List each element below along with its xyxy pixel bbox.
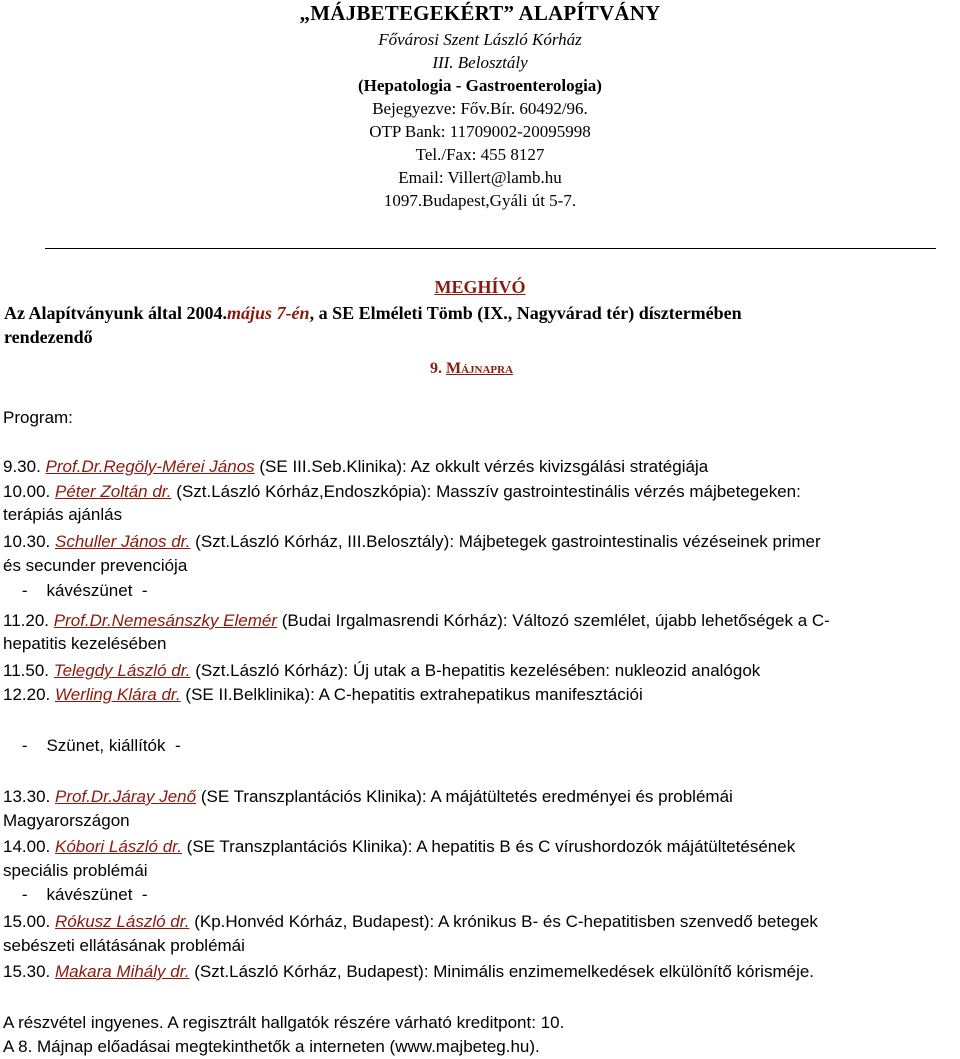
department-name: III. Belosztály bbox=[432, 53, 528, 72]
program-item-cont: speciális problémái bbox=[3, 861, 148, 880]
coffee-break: - kávészünet - bbox=[3, 885, 148, 904]
program-item-cont: és secunder prevenciója bbox=[3, 556, 188, 575]
program-item: 12.20. Werling Klára dr. (SE II.Belklinika): A C-hepatitis extrahepatikus manifesztációi bbox=[3, 685, 643, 704]
online-note: A 8. Májnap előadásai megtekinthetők a interneten (www.majbeteg.hu). bbox=[3, 1037, 540, 1056]
registration: Bejegyezve: Főv.Bír. 60492/96. bbox=[372, 99, 588, 118]
program-item: 10.00. Péter Zoltán dr. (Szt.László Kórház,Endoszkópia): Masszív gastrointestinális vérzés májbetegeken: bbox=[3, 482, 801, 501]
coffee-break: - kávészünet - bbox=[3, 581, 148, 600]
header-divider bbox=[45, 248, 936, 249]
program-item: 10.30. Schuller János dr. (Szt.László Kórház, III.Belosztály): Májbetegek gastrointestinalis vézéseinek primer bbox=[3, 532, 821, 551]
program-item-cont: sebészeti ellátásának problémái bbox=[3, 936, 245, 955]
foundation-name: „MÁJBETEGEKÉRT” ALAPÍTVÁNY bbox=[299, 1, 661, 25]
invitation-intro: Az Alapítványunk által 2004.május 7-én, a SE Elméleti Tömb (IX., Nagyvárad tér) dísztermében bbox=[4, 303, 742, 323]
program-item-cont: terápiás ajánlás bbox=[3, 505, 123, 524]
invitation-title: MEGHÍVÓ bbox=[434, 277, 526, 297]
invitation-intro-cont: rendezendő bbox=[4, 327, 93, 347]
program-item: 9.30. Prof.Dr.Regöly-Mérei János (SE III.Seb.Klinika): Az okkult vérzés kivizsgálási stratégiája bbox=[3, 457, 709, 476]
program-item: 11.50. Telegdy László dr. (Szt.László Kórház): Új utak a B-hepatitis kezelésében: nukleozid analógok bbox=[3, 661, 761, 680]
event-name: 9. Májnapra bbox=[430, 360, 514, 377]
bank-account: OTP Bank: 11709002-20095998 bbox=[369, 122, 591, 141]
phone-fax: Tel./Fax: 455 8127 bbox=[415, 145, 545, 164]
program-item-cont: hepatitis kezelésében bbox=[3, 634, 167, 653]
program-item-cont: Magyarországon bbox=[3, 811, 130, 830]
program-label: Program: bbox=[3, 408, 73, 427]
address: 1097.Budapest,Gyáli út 5-7. bbox=[383, 191, 577, 210]
lunch-break: - Szünet, kiállítók - bbox=[3, 736, 181, 755]
program-item: 15.30. Makara Mihály dr. (Szt.László Kórház, Budapest): Minimális enzimemelkedések elkülönítő kórisméje. bbox=[3, 962, 815, 981]
specialty: (Hepatologia - Gastroenterologia) bbox=[358, 76, 602, 95]
program-item: 15.00. Rókusz László dr. (Kp.Honvéd Kórház, Budapest): A krónikus B- és C-hepatitisben szenvedő betegek bbox=[3, 912, 818, 931]
email: Email: Villert@lamb.hu bbox=[398, 168, 562, 187]
program-item: 11.20. Prof.Dr.Nemesánszky Elemér (Budai Irgalmasrendi Kórház): Változó szemlélet, újabb lehetőségek a C- bbox=[3, 611, 830, 630]
hospital-name: Fővárosi Szent László Kórház bbox=[378, 30, 582, 49]
program-item: 13.30. Prof.Dr.Járay Jenő (SE Transzplantációs Klinika): A májátültetés eredményei és problémái bbox=[3, 787, 733, 806]
program-item: 14.00. Kóbori László dr. (SE Transzplantációs Klinika): A hepatitis B és C vírushordozók májátültetésének bbox=[3, 837, 796, 856]
attendance-note: A részvétel ingyenes. A regisztrált hallgatók részére várható kreditpont: 10. bbox=[3, 1013, 565, 1032]
